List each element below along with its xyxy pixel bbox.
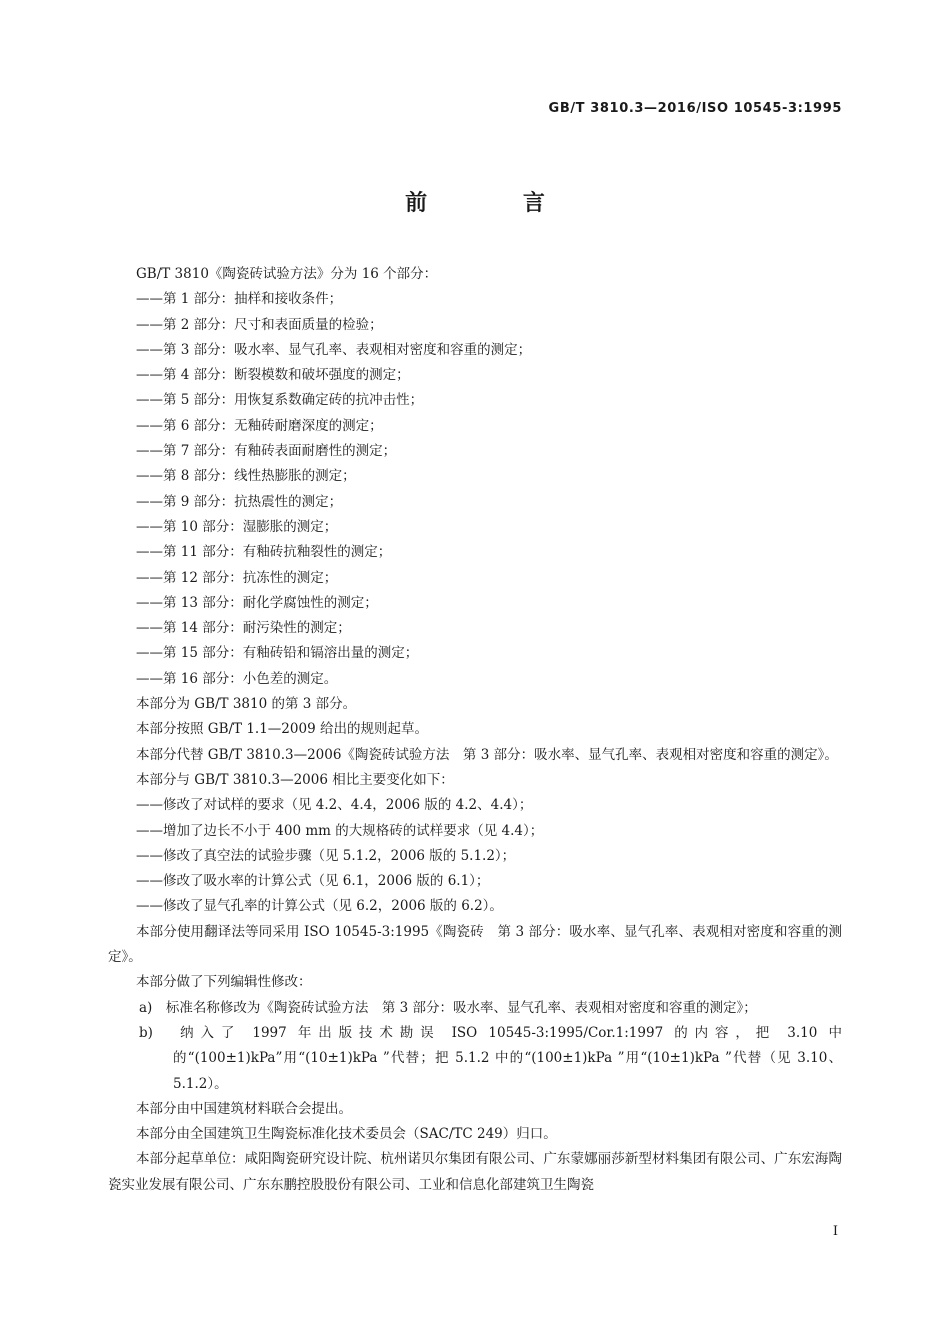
list-item-part-5: ——第 5 部分：用恢复系数确定砖的抗冲击性； [136, 392, 424, 409]
list-item-part-4: ——第 4 部分：断裂模数和破坏强度的测定； [136, 367, 410, 384]
list-item-part-2: ——第 2 部分：尺寸和表面质量的检验； [136, 316, 383, 333]
list-item-part-6: ——第 6 部分：无釉砖耐磨深度的测定； [136, 417, 383, 434]
list-item-editorial-b: b) 纳入了 1997 年出版技术勘误 ISO 10545-3:1995/Cor.1:1997 的内容，把 3.10 中的“(100±1)kPa”用“(10±1)kPa ”代替；把 5.1.2 中的“(100±1)kPa ”用“(10±1)kPa ”代替（见 3.10、5.1.2）。 [139, 1024, 842, 1092]
paragraph-part-statement: 本部分为 GB/T 3810 的第 3 部分。 [136, 696, 357, 713]
list-item-part-15: ——第 15 部分：有釉砖铅和镉溶出量的测定； [136, 645, 419, 662]
list-item-part-8: ——第 8 部分：线性热膨胀的测定； [136, 468, 356, 485]
document-body [108, 262, 842, 1198]
list-item-change-4: ——修改了吸水率的计算公式（见 6.1，2006 版的 6.1）； [136, 873, 490, 890]
list-item-change-5: ——修改了显气孔率的计算公式（见 6.2，2006 版的 6.2）。 [136, 898, 503, 915]
paragraph-managed-by: 本部分由全国建筑卫生陶瓷标准化技术委员会（SAC/TC 249）归口。 [136, 1126, 557, 1143]
paragraph-replaces: 本部分代替 GB/T 3810.3—2006《陶瓷砖试验方法 第 3 部分：吸水率、显气孔率、表观相对密度和容重的测定》。 [136, 746, 838, 763]
list-item-part-1: ——第 1 部分：抽样和接收条件； [136, 291, 343, 308]
paragraph-proposed-by: 本部分由中国建筑材料联合会提出。 [136, 1100, 352, 1117]
list-item-part-3: ——第 3 部分：吸水率、显气孔率、表观相对密度和容重的测定； [136, 341, 532, 358]
list-item-part-12: ——第 12 部分：抗冻性的测定； [136, 569, 338, 586]
standard-number: GB/T 3810.3—2016/ISO 10545-3:1995 [548, 101, 842, 116]
list-item-editorial-a: a) 标准名称修改为《陶瓷砖试验方法 第 3 部分：吸水率、显气孔率、表观相对密度和容重的测定》； [139, 999, 757, 1016]
list-item-change-2: ——增加了边长不小于 400 mm 的大规格砖的试样要求（见 4.4）； [136, 822, 544, 839]
list-item-part-16: ——第 16 部分：小色差的测定。 [136, 670, 338, 687]
list-item-change-3: ——修改了真空法的试验步骤（见 5.1.2，2006 版的 5.1.2）； [136, 847, 516, 864]
list-item-change-1: ——修改了对试样的要求（见 4.2、4.4，2006 版的 4.2、4.4）； [136, 797, 533, 814]
list-item-part-14: ——第 14 部分：耐污染性的测定； [136, 620, 351, 637]
page-number: I [832, 1224, 838, 1239]
paragraph-editorial-intro: 本部分做了下列编辑性修改： [136, 974, 312, 991]
paragraph-adoption: 本部分使用翻译法等同采用 ISO 10545-3:1995《陶瓷砖 第 3 部分：吸水率、显气孔率、表观相对密度和容重的测定》。 [108, 923, 842, 966]
list-item-part-10: ——第 10 部分：湿膨胀的测定； [136, 518, 338, 535]
list-item-part-11: ——第 11 部分：有釉砖抗釉裂性的测定； [136, 544, 392, 561]
page-title: 前 言 [405, 191, 589, 216]
list-item-part-7: ——第 7 部分：有釉砖表面耐磨性的测定； [136, 443, 397, 460]
paragraph-intro: GB/T 3810《陶瓷砖试验方法》分为 16 个部分： [136, 266, 438, 282]
list-item-part-13: ——第 13 部分：耐化学腐蚀性的测定； [136, 594, 378, 611]
list-item-part-9: ——第 9 部分：抗热震性的测定； [136, 493, 343, 510]
paragraph-drafting-units: 本部分起草单位：咸阳陶瓷研究设计院、杭州诺贝尔集团有限公司、广东蒙娜丽莎新型材料集团有限公司、广东宏海陶瓷实业发展有限公司、广东东鹏控股股份有限公司、工业和信息化部建筑卫生陶瓷 [108, 1151, 842, 1193]
paragraph-changes-intro: 本部分与 GB/T 3810.3—2006 相比主要变化如下： [136, 771, 454, 788]
paragraph-drafting-rules: 本部分按照 GB/T 1.1—2009 给出的规则起草。 [136, 721, 428, 738]
